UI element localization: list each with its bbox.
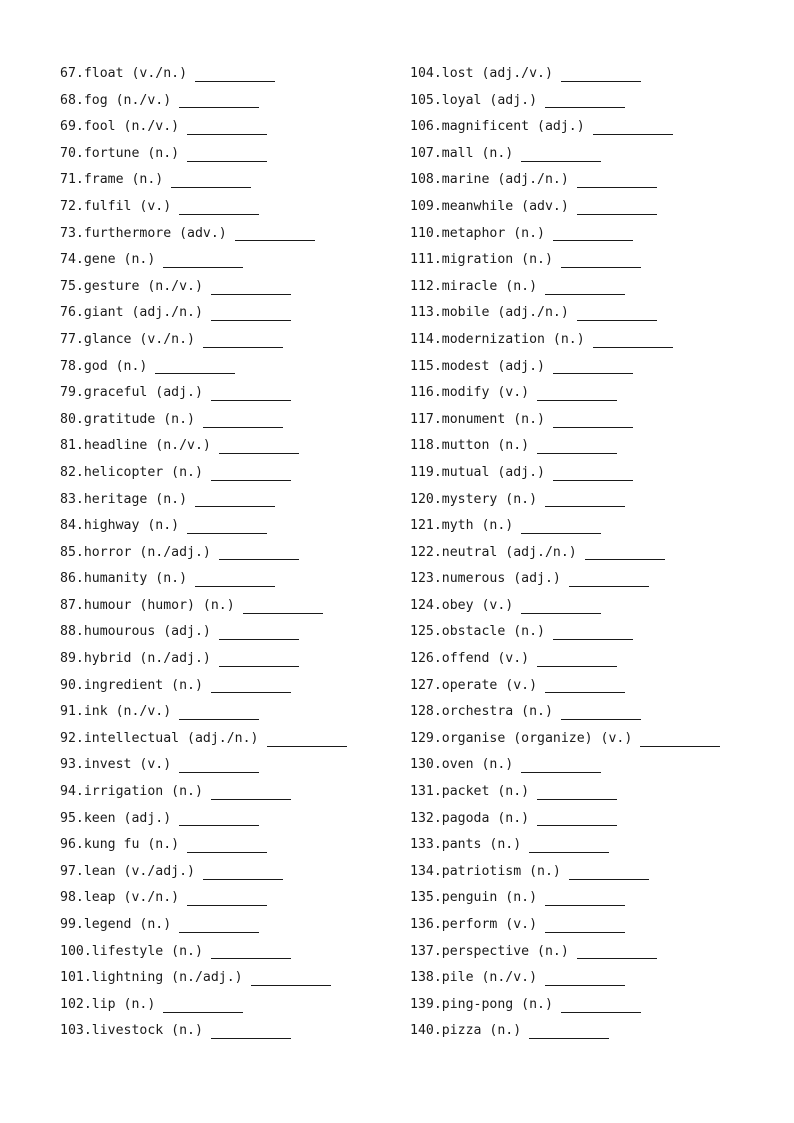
entry-word: headline (n./v.) — [83, 438, 211, 454]
vocab-entry — [60, 566, 347, 593]
entry-number: 72. — [60, 198, 84, 214]
entry-number: 75. — [60, 278, 84, 294]
vocab-entry — [410, 167, 720, 194]
vocab-entry — [60, 540, 347, 567]
entry-word: gesture (n./v.) — [83, 278, 203, 294]
vocab-entry — [410, 965, 720, 992]
vocab-entry — [410, 1018, 720, 1045]
vocab-entry — [410, 513, 720, 540]
entry-number: 114. — [410, 331, 442, 347]
entry-word: oven (n.) — [441, 757, 514, 773]
answer-blank[interactable] — [179, 811, 259, 826]
entry-word: keen (adj.) — [83, 810, 172, 826]
entry-word: invest (v.) — [83, 757, 172, 773]
entry-word: giant (adj./n.) — [83, 305, 203, 321]
entry-number: 95. — [60, 810, 84, 826]
vocab-entry — [410, 327, 720, 354]
entry-word: perform (v.) — [441, 917, 538, 932]
answer-blank[interactable] — [155, 359, 235, 374]
answer-blank[interactable] — [577, 306, 657, 321]
entry-number: 135. — [410, 890, 442, 906]
entry-word: modernization (n.) — [441, 331, 585, 347]
entry-word: ingredient (n.) — [83, 677, 203, 693]
entry-number: 129. — [410, 730, 442, 746]
entry-word: modify (v.) — [441, 385, 530, 401]
answer-blank[interactable] — [585, 545, 665, 560]
entry-number: 68. — [60, 92, 84, 108]
answer-blank[interactable] — [171, 173, 251, 188]
entry-word: gene (n.) — [83, 252, 156, 268]
answer-blank[interactable] — [203, 413, 283, 428]
answer-blank[interactable] — [219, 439, 299, 454]
entry-number: 80. — [60, 411, 84, 427]
entry-word: metaphor (n.) — [441, 225, 545, 241]
vocab-entry — [410, 247, 720, 274]
vocab-entry — [410, 885, 720, 912]
answer-blank[interactable] — [537, 386, 617, 401]
entry-word: lightning (n./adj.) — [91, 970, 243, 986]
entry-word: numerous (adj.) — [441, 571, 561, 587]
vocab-entry — [410, 699, 720, 726]
answer-blank[interactable] — [537, 439, 617, 454]
vocab-entry — [60, 699, 347, 726]
answer-blank[interactable] — [561, 998, 641, 1013]
answer-blank[interactable] — [561, 67, 641, 82]
entry-word: migration (n.) — [441, 252, 553, 268]
answer-blank[interactable] — [553, 625, 633, 640]
vocab-entry — [410, 141, 720, 168]
answer-blank[interactable] — [545, 971, 625, 986]
answer-blank[interactable] — [243, 599, 323, 614]
entry-number: 124. — [410, 597, 442, 613]
vocab-entry — [410, 859, 720, 886]
entry-number: 125. — [410, 624, 442, 640]
vocab-entry — [60, 460, 347, 487]
entry-number: 83. — [60, 491, 84, 507]
vocab-entry — [60, 487, 347, 514]
answer-blank[interactable] — [521, 758, 601, 773]
entry-number: 109. — [410, 198, 442, 214]
entry-word: float (v./n.) — [83, 66, 188, 81]
entry-word: obstacle (n.) — [441, 624, 545, 640]
entry-number: 85. — [60, 544, 84, 560]
entry-word: kung fu (n.) — [83, 837, 180, 853]
answer-blank[interactable] — [195, 572, 275, 587]
vocab-entry — [60, 327, 347, 354]
answer-blank[interactable] — [179, 758, 259, 773]
entry-number: 98. — [60, 890, 84, 906]
vocab-entry — [410, 221, 720, 248]
answer-blank[interactable] — [187, 147, 267, 162]
vocab-entry — [410, 460, 720, 487]
entry-word: highway (n.) — [83, 518, 180, 534]
answer-blank[interactable] — [569, 572, 649, 587]
entry-number: 87. — [60, 597, 84, 613]
entry-number: 91. — [60, 704, 84, 720]
vocab-entry — [410, 88, 720, 115]
entry-number: 128. — [410, 704, 442, 720]
vocab-entry — [60, 939, 347, 966]
entry-number: 117. — [410, 411, 442, 427]
entry-number: 69. — [60, 119, 84, 135]
answer-blank[interactable] — [187, 120, 267, 135]
entry-word: pile (n./v.) — [441, 970, 538, 986]
entry-word: magnificent (adj.) — [441, 119, 585, 135]
answer-blank[interactable] — [561, 705, 641, 720]
answer-blank[interactable] — [545, 678, 625, 693]
answer-blank[interactable] — [553, 226, 633, 241]
vocab-entry — [60, 673, 347, 700]
vocab-entry — [410, 779, 720, 806]
entry-word: irrigation (n.) — [83, 784, 203, 800]
entry-number: 84. — [60, 518, 84, 534]
vocab-entry — [410, 487, 720, 514]
vocab-entry — [60, 859, 347, 886]
vocab-entry — [410, 566, 720, 593]
vocab-entry — [410, 354, 720, 381]
entry-number: 79. — [60, 385, 84, 401]
entry-word: lost (adj./v.) — [441, 66, 553, 81]
entry-word: myth (n.) — [441, 518, 514, 534]
answer-blank[interactable] — [537, 811, 617, 826]
entry-word: fortune (n.) — [83, 145, 180, 161]
entry-number: 132. — [410, 810, 442, 826]
entry-word: marine (adj./n.) — [441, 172, 569, 188]
entry-number: 73. — [60, 225, 84, 241]
vocab-entry — [60, 88, 347, 115]
entry-number: 88. — [60, 624, 84, 640]
entry-number: 86. — [60, 571, 84, 587]
entry-number: 140. — [410, 1023, 442, 1039]
entry-number: 123. — [410, 571, 442, 587]
answer-blank[interactable] — [640, 732, 720, 747]
vocab-entry — [410, 912, 720, 939]
vocab-entry — [60, 380, 347, 407]
answer-blank[interactable] — [211, 944, 291, 959]
vocab-entry — [410, 726, 720, 753]
vocab-entry — [410, 619, 720, 646]
vocab-entry — [410, 407, 720, 434]
entry-word: lifestyle (n.) — [91, 943, 203, 959]
entry-number: 118. — [410, 438, 442, 454]
entry-word: glance (v./n.) — [83, 331, 195, 347]
vocab-entry — [410, 646, 720, 673]
vocab-entry — [60, 167, 347, 194]
vocab-entry — [60, 832, 347, 859]
answer-blank[interactable] — [521, 147, 601, 162]
vocab-entry — [60, 114, 347, 141]
entry-number: 120. — [410, 491, 442, 507]
answer-blank[interactable] — [219, 625, 299, 640]
vocab-entry — [410, 61, 720, 88]
answer-blank[interactable] — [211, 386, 291, 401]
entry-word: perspective (n.) — [441, 943, 569, 959]
entry-number: 70. — [60, 145, 84, 161]
entry-number: 111. — [410, 252, 442, 268]
vocab-entry — [60, 433, 347, 460]
entry-number: 77. — [60, 331, 84, 347]
entry-word: organise (organize) (v.) — [441, 730, 633, 746]
answer-blank[interactable] — [553, 413, 633, 428]
entry-word: mall (n.) — [441, 145, 514, 161]
entry-number: 90. — [60, 677, 84, 693]
answer-blank[interactable] — [529, 838, 609, 853]
vocab-entry — [60, 354, 347, 381]
answer-blank[interactable] — [553, 466, 633, 481]
entry-word: offend (v.) — [441, 651, 530, 667]
vocab-entry — [60, 274, 347, 301]
answer-blank[interactable] — [553, 359, 633, 374]
vocab-entry — [60, 1018, 347, 1045]
vocab-entry — [410, 433, 720, 460]
vocab-entry — [60, 141, 347, 168]
entry-word: frame (n.) — [83, 172, 164, 188]
answer-blank[interactable] — [187, 838, 267, 853]
entry-number: 130. — [410, 757, 442, 773]
answer-blank[interactable] — [203, 865, 283, 880]
entry-word: penguin (n.) — [441, 890, 538, 906]
entry-number: 94. — [60, 784, 84, 800]
entry-word: neutral (adj./n.) — [441, 544, 577, 560]
vocab-entry — [60, 885, 347, 912]
entry-number: 97. — [60, 863, 84, 879]
entry-number: 119. — [410, 464, 442, 480]
vocab-entry — [60, 513, 347, 540]
answer-blank[interactable] — [593, 120, 673, 135]
answer-blank[interactable] — [163, 998, 243, 1013]
entry-word: pagoda (n.) — [441, 810, 530, 826]
answer-blank[interactable] — [267, 732, 347, 747]
answer-blank[interactable] — [179, 918, 259, 933]
vocab-entry — [60, 194, 347, 221]
entry-word: mobile (adj./n.) — [441, 305, 569, 321]
vocab-entry — [410, 939, 720, 966]
answer-blank[interactable] — [251, 971, 331, 986]
entry-number: 112. — [410, 278, 442, 294]
vocab-entry — [410, 540, 720, 567]
answer-blank[interactable] — [211, 1024, 291, 1039]
entry-number: 116. — [410, 385, 442, 401]
vocab-entry — [410, 274, 720, 301]
entry-number: 138. — [410, 970, 442, 986]
answer-blank[interactable] — [179, 93, 259, 108]
answer-blank[interactable] — [179, 705, 259, 720]
answer-blank[interactable] — [577, 173, 657, 188]
vocab-entry — [410, 300, 720, 327]
answer-blank[interactable] — [211, 785, 291, 800]
vocab-entry — [410, 992, 720, 1019]
vocab-entry — [410, 806, 720, 833]
entry-word: humourous (adj.) — [83, 624, 211, 640]
answer-blank[interactable] — [561, 253, 641, 268]
entry-word: graceful (adj.) — [83, 385, 203, 401]
entry-number: 101. — [60, 970, 92, 986]
entry-number: 110. — [410, 225, 442, 241]
right-column — [410, 61, 720, 1045]
vocab-entry — [60, 912, 347, 939]
answer-blank[interactable] — [211, 306, 291, 321]
vocab-entry — [60, 646, 347, 673]
entry-word: lean (v./adj.) — [83, 863, 195, 879]
entry-number: 127. — [410, 677, 442, 693]
answer-blank[interactable] — [569, 865, 649, 880]
entry-number: 67. — [60, 66, 84, 81]
answer-blank[interactable] — [545, 93, 625, 108]
entry-word: hybrid (n./adj.) — [83, 651, 211, 667]
entry-number: 106. — [410, 119, 442, 135]
vocab-entry — [60, 992, 347, 1019]
entry-number: 76. — [60, 305, 84, 321]
entry-number: 92. — [60, 730, 84, 746]
entry-word: pants (n.) — [441, 837, 522, 853]
vocab-entry — [410, 673, 720, 700]
entry-number: 78. — [60, 358, 84, 374]
answer-blank[interactable] — [545, 492, 625, 507]
answer-blank[interactable] — [211, 678, 291, 693]
entry-number: 108. — [410, 172, 442, 188]
entry-number: 139. — [410, 996, 442, 1012]
entry-word: humanity (n.) — [83, 571, 188, 587]
vocab-entry — [410, 380, 720, 407]
answer-blank[interactable] — [521, 519, 601, 534]
entry-number: 82. — [60, 464, 84, 480]
answer-blank[interactable] — [211, 466, 291, 481]
answer-blank[interactable] — [187, 891, 267, 906]
entry-word: humour (humor) (n.) — [83, 597, 235, 613]
entry-number: 122. — [410, 544, 442, 560]
entry-number: 133. — [410, 837, 442, 853]
vocab-entry — [60, 300, 347, 327]
entry-number: 115. — [410, 358, 442, 374]
answer-blank[interactable] — [195, 67, 275, 82]
answer-blank[interactable] — [545, 280, 625, 295]
vocab-entry — [410, 832, 720, 859]
vocab-entry — [410, 752, 720, 779]
entry-number: 126. — [410, 651, 442, 667]
left-column — [60, 61, 347, 1045]
entry-word: legend (n.) — [83, 917, 172, 932]
entry-number: 107. — [410, 145, 442, 161]
answer-blank[interactable] — [211, 280, 291, 295]
entry-word: packet (n.) — [441, 784, 530, 800]
entry-word: operate (v.) — [441, 677, 538, 693]
vocab-entry — [410, 593, 720, 620]
entry-number: 103. — [60, 1023, 92, 1039]
answer-blank[interactable] — [187, 519, 267, 534]
entry-number: 99. — [60, 917, 84, 932]
entry-word: miracle (n.) — [441, 278, 538, 294]
entry-number: 121. — [410, 518, 442, 534]
entry-number: 81. — [60, 438, 84, 454]
answer-blank[interactable] — [219, 652, 299, 667]
entry-word: leap (v./n.) — [83, 890, 180, 906]
answer-blank[interactable] — [235, 226, 315, 241]
entry-word: fulfil (v.) — [83, 198, 172, 214]
entry-word: pizza (n.) — [441, 1023, 522, 1039]
vocab-entry — [60, 619, 347, 646]
entry-number: 137. — [410, 943, 442, 959]
entry-word: monument (n.) — [441, 411, 545, 427]
entry-number: 93. — [60, 757, 84, 773]
answer-blank[interactable] — [195, 492, 275, 507]
answer-blank[interactable] — [529, 1024, 609, 1039]
entry-number: 136. — [410, 917, 442, 932]
entry-word: furthermore (adv.) — [83, 225, 227, 241]
answer-blank[interactable] — [537, 652, 617, 667]
entry-word: mutual (adj.) — [441, 464, 545, 480]
answer-blank[interactable] — [521, 599, 601, 614]
vocab-entry — [60, 752, 347, 779]
answer-blank[interactable] — [203, 333, 283, 348]
entry-word: loyal (adj.) — [441, 92, 538, 108]
answer-blank[interactable] — [537, 785, 617, 800]
entry-word: meanwhile (adv.) — [441, 198, 569, 214]
vocab-entry — [60, 726, 347, 753]
entry-number: 74. — [60, 252, 84, 268]
entry-number: 131. — [410, 784, 442, 800]
entry-word: obey (v.) — [441, 597, 514, 613]
answer-blank[interactable] — [577, 944, 657, 959]
vocab-entry — [60, 965, 347, 992]
vocab-entry — [60, 61, 347, 88]
entry-word: helicopter (n.) — [83, 464, 203, 480]
entry-word: heritage (n.) — [83, 491, 188, 507]
entry-number: 113. — [410, 305, 442, 321]
answer-blank[interactable] — [219, 545, 299, 560]
entry-number: 96. — [60, 837, 84, 853]
entry-word: mystery (n.) — [441, 491, 538, 507]
entry-number: 71. — [60, 172, 84, 188]
answer-blank[interactable] — [545, 891, 625, 906]
entry-number: 104. — [410, 66, 442, 81]
answer-blank[interactable] — [545, 918, 625, 933]
vocab-entry — [60, 247, 347, 274]
entry-word: patriotism (n.) — [441, 863, 561, 879]
answer-blank[interactable] — [179, 200, 259, 215]
answer-blank[interactable] — [593, 333, 673, 348]
entry-number: 100. — [60, 943, 92, 959]
entry-word: modest (adj.) — [441, 358, 545, 374]
entry-word: mutton (n.) — [441, 438, 530, 454]
vocab-entry — [60, 806, 347, 833]
entry-word: horror (n./adj.) — [83, 544, 211, 560]
entry-number: 89. — [60, 651, 84, 667]
entry-word: god (n.) — [83, 358, 148, 374]
vocab-entry — [60, 407, 347, 434]
answer-blank[interactable] — [163, 253, 243, 268]
entry-word: lip (n.) — [91, 996, 156, 1012]
entry-word: orchestra (n.) — [441, 704, 553, 720]
entry-word: fog (n./v.) — [83, 92, 172, 108]
entry-word: fool (n./v.) — [83, 119, 180, 135]
entry-number: 105. — [410, 92, 442, 108]
entry-number: 102. — [60, 996, 92, 1012]
entry-word: livestock (n.) — [91, 1023, 203, 1039]
entry-word: intellectual (adj./n.) — [83, 730, 259, 746]
vocab-entry — [60, 779, 347, 806]
entry-word: ink (n./v.) — [83, 704, 172, 720]
answer-blank[interactable] — [577, 200, 657, 215]
vocab-entry — [410, 114, 720, 141]
vocab-entry — [60, 221, 347, 248]
vocab-entry — [410, 194, 720, 221]
entry-number: 134. — [410, 863, 442, 879]
entry-word: gratitude (n.) — [83, 411, 195, 427]
entry-word: ping-pong (n.) — [441, 996, 553, 1012]
vocab-entry — [60, 593, 347, 620]
